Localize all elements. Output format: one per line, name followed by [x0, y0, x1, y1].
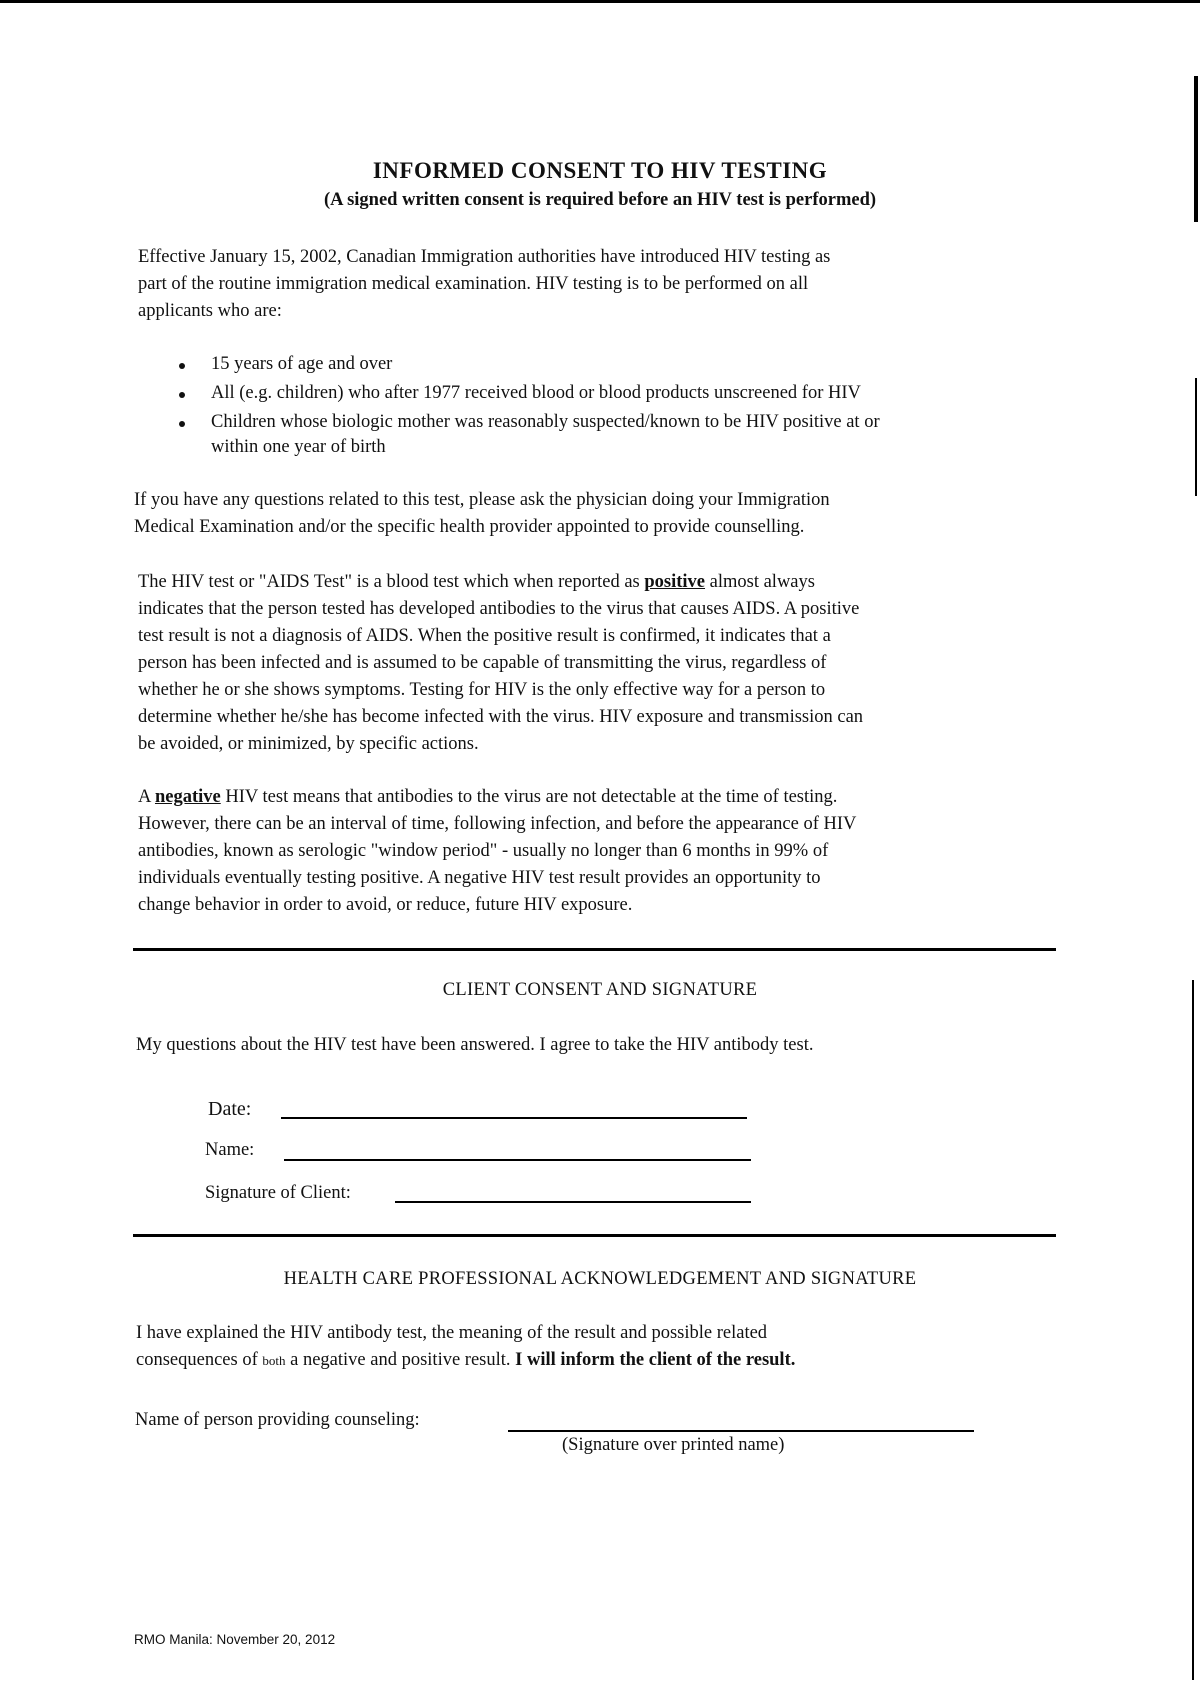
- bullet-icon: [179, 421, 185, 427]
- name-label: Name:: [205, 1140, 255, 1160]
- section-divider: [133, 1234, 1056, 1237]
- negative-keyword: negative: [154, 787, 221, 807]
- page-title: INFORMED CONSENT TO HIV TESTING: [372, 158, 828, 183]
- positive-keyword: positive: [644, 572, 706, 592]
- questions-paragraph: If you have any questions related to this test, please ask the physician doing your Immigration Medical Examination and/or the specific health provider appointed to provide counselling.: [134, 490, 830, 537]
- signature-label: Signature of Client:: [205, 1183, 351, 1203]
- client-section-heading: CLIENT CONSENT AND SIGNATURE: [442, 980, 758, 1000]
- intro-paragraph: [138, 244, 1068, 325]
- hcp-section-heading: HEALTH CARE PROFESSIONAL ACKNOWLEDGEMENT AND SIGNATURE: [283, 1269, 917, 1289]
- positive-paragraph: The HIV test or "AIDS Test" is a blood test which when reported as positive almost always indicates that the person tested has developed antibodies to the virus that causes AIDS. A positive test result is not a diagnosis of AIDS. When the positive result is confirmed, it indicates that a person has been infected and is assumed to be capable of transmitting the virus, regardless of whether he or she shows symptoms. Testing for HIV is the only effective way for a person to determine whether he/she has become infected with the virus. HIV exposure and transmission can be avoided, or minimized, by specific actions.: [138, 572, 864, 754]
- intro-line: part of the routine immigration medical examination. HIV testing is to be performed on all: [138, 274, 809, 294]
- date-label: Date:: [208, 1098, 252, 1120]
- date-field[interactable]: [281, 1117, 747, 1119]
- negative-paragraph: A negative HIV test means that antibodies to the virus are not detectable at the time of testing. However, there can be an interval of time, following infection, and before the appearance of HIV antibodies, known as serologic "window period" - usually no longer than 6 months in 99% of individuals eventually testing positive. A negative HIV test result provides an opportunity to change behavior in order to avoid, or reduce, future HIV exposure.: [138, 787, 857, 915]
- hcp-statement: I have explained the HIV antibody test, the meaning of the result and possible related consequences of both a negative and positive result. I will inform the client of the result.: [136, 1323, 796, 1370]
- bullet-icon: [179, 363, 185, 369]
- bullet-icon: [179, 392, 185, 398]
- top-border: [0, 0, 1200, 3]
- edge-mark-bottom: [1192, 980, 1194, 1680]
- client-signature-field[interactable]: [395, 1201, 751, 1203]
- footer-text: RMO Manila: November 20, 2012: [134, 1632, 336, 1647]
- edge-mark-middle: [1195, 378, 1197, 496]
- counselor-caption: (Signature over printed name): [562, 1435, 785, 1455]
- page-subtitle: (A signed written consent is required before an HIV test is performed): [323, 190, 877, 210]
- counselor-label: Name of person providing counseling:: [135, 1410, 420, 1430]
- client-statement: My questions about the HIV test have been answered. I agree to take the HIV antibody test.: [136, 1035, 814, 1055]
- intro-line: applicants who are:: [138, 301, 282, 321]
- inform-client-statement: I will inform the client of the result.: [515, 1350, 796, 1370]
- section-divider: [133, 948, 1056, 951]
- counselor-signature-field[interactable]: [508, 1430, 974, 1432]
- intro-line: Effective January 15, 2002, Canadian Immigration authorities have introduced HIV testing as: [138, 247, 831, 267]
- name-field[interactable]: [284, 1159, 751, 1161]
